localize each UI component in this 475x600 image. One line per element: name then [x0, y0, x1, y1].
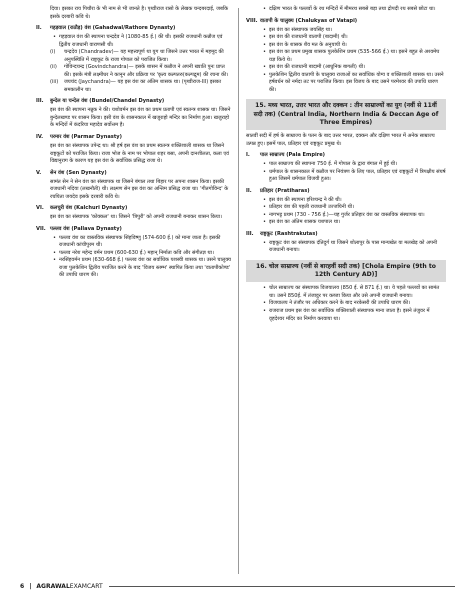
section-heading: V. सेन वंश (Sen Dynasty)	[36, 169, 107, 176]
section-heading: VI. कलचुरी वंश (Kalchuri Dynasty)	[36, 205, 128, 212]
chapter-intro: सातवीं सदी में हर्ष के साम्राज्य के पतन के बाद उत्तर भारत, दक्कन और दक्षिण भारत में अनेक साम्राज्य उत्पन्न हुए। इसमें पाल, प्रतिहार एवं राष्ट्रकूट प्रमुख थे।	[246, 133, 435, 147]
bullet-item: • इस वंश का अंतिम शासक यशपाल था।	[262, 219, 341, 226]
bullet-item: • इस वंश की स्थापना हरिश्चन्द्र ने की थी।	[262, 196, 342, 203]
chapter-heading-box: 16. चोल साम्राज्य (नवीं से बारहवीं सदी तक) [Chola Empire (9th to 12th Century AD)]	[246, 260, 446, 282]
bullet-item: • विजयालय ने तंजौर पर अधिकार करने के बाद नरकेसरी की उपाधि धारण की।	[262, 300, 410, 307]
footer-separator: |	[29, 582, 32, 590]
section-heading: III. राष्ट्रकूट (Rashtrakutas)	[246, 230, 318, 237]
footer-rule	[109, 586, 455, 587]
bullet-item: • इस वंश के शासक शैव मत के अनुयायी थे।	[262, 41, 347, 48]
intro-paragraph: दिया। इसका राय पिथौरा के भी नाम से भी जानते है। पृथ्वीराज रासो के लेखक चन्दबरदाई, जबकि इसके दरबारी कवि थे।	[50, 6, 229, 20]
bullet-item: • नरसिंहवर्मन प्रथम (630-668 ई.) पल्लव वंश का सर्वाधिक यशस्वी शासक था। उसने चालुक्य राजा पुलकेशिन द्वितीय पराजित करने के बाद 'विजय स्तम्भ' स्थापित किया तथा 'वातापीकोण्ड' की उपाधि धारण की।	[52, 257, 231, 279]
section-heading: VII. पल्लव वंश (Pallava Dynasty)	[36, 225, 122, 232]
bullet-item: • राष्ट्रकूट वंश का संस्थापक दंतिदुर्ग था जिसने शोलापुर के पास मान्यखेत या मलखेड़ को अपनी राजधानी बनाया।	[262, 239, 438, 254]
column-divider	[238, 8, 239, 574]
bullet-item: • इस वंश की राजधानी बादामी (आधुनिक बागली) थी।	[262, 64, 365, 71]
section-heading: II. प्रतिहार (Pratiharas)	[246, 187, 310, 194]
chapter-heading-box: 15. मध्य भारत, उत्तर भारत और दक्कन : तीन साम्राज्यों का युग (नवीं से 11वीं सदी तक) (Central India, Northern India & Deccan Age of Three Empires)	[246, 99, 446, 130]
bullet-item: • पल्लव नरेश महेन्द्र वर्मन प्रथम (600-630 ई.) महान् निर्माता कवि और संगीतज्ञ था।	[52, 249, 214, 256]
section-heading: VIII. वातापी के चालुक्य (Chalukyas of Vatapi)	[246, 17, 358, 24]
numbered-subitem: (i) चन्द्रदेव (Chandradev)— यह महत्त्वपूर्ण था युग था जिसने उत्तर भारत में महमूद की अनुपस्थिति में राष्ट्रकूट के राजा गोपाल को पराजित किया।	[50, 49, 224, 63]
bullet-item: • इस वंश का संस्थापक जयसिंह था।	[262, 26, 332, 33]
bullet-item: • नागभट्ट प्रथम (730 - 756 ई.)—यह गुर्जर प्रतिहार वंश का वास्तविक संस्थापक था।	[262, 211, 425, 218]
brand-suffix: EXAMCART	[69, 582, 103, 590]
bullet-item: • गहड़वाल वंश की स्थापना चन्द्रदेव ने (1080-85 ई.) की थी। इसकी राजधानी कन्नौज एवं द्वितीय राजधानी वाराणसी थी।	[52, 34, 223, 48]
bullet-item: • पाल साम्राज्य की स्थापना 750 ई. में गोपाल के द्वारा बंगाल में हुई थी।	[262, 161, 398, 168]
section-paragraph: इस वंश का संस्थापक 'कोक्कल' था। जिसने 'त्रिपुरी' को अपनी राजधानी बनाकर शासन किया।	[50, 214, 222, 221]
section-paragraph: सामंत सेन ने सेन वंश का संस्थापक था जिसने बंगाल तथा बिहार पर अपना शासन किया। इसकी राजधानी नदिया (लखनौती) थी। लक्ष्मण सेन इस वंश का अन्तिम प्रसिद्ध राजा था। 'गीतगोविन्द' के रचयिता जयदेव इसके दरबारी कवि थे।	[50, 178, 229, 200]
section-heading: III. बुन्देल या चन्देल वंश (Bundel/Chandel Dynasty)	[36, 98, 165, 105]
section-heading: IV. परमार वंश (Parmar Dynasty)	[36, 133, 122, 140]
section-paragraph: इस वंश की स्थापना नन्नुक ने की। यशोवर्मन इस वंश का प्रथम प्रतापी एवं स्वतन्त्र शासक था। जिसने बुन्देलखण्ड पर शासन किया। इसी वंश के शासनकाल में खजुराहो मन्दिर का निर्माण हुआ। खजुराहो के मन्दिरों में कंदरिया महादेव सर्वोत्तम है।	[50, 107, 231, 129]
left-column	[36, 6, 232, 280]
bullet-item: • प्रतिहार वंश की पहली राजधानी उज्जयिनी थी।	[262, 204, 355, 211]
section-paragraph: इस वंश का संस्थापक उपेन्द्र था। श्री हर्ष इस वंश का प्रथम स्वतन्त्र शक्तिशाली शासक था जिसने राष्ट्रकूटों को पराजित किया। राजा भोज के नाम पर भोपाल शहर बसा, अपनी दानशीलता, कला एवं विद्यानुराग के कारण यह इस वंश के सर्वाधिक प्रसिद्ध राजा थे।	[50, 143, 229, 165]
bullet-item: • पल्लव वंश का वास्तविक संस्थापक सिंहविष्णु (574-600 ई.) को माना जाता है। इसकी राजधानी कांचीपुरम थी।	[52, 234, 221, 249]
brand-name: AGRAWAL	[36, 582, 70, 590]
right-column	[246, 6, 446, 323]
page-footer	[20, 580, 455, 592]
bullet-item: • राजराज प्रथम इस वंश का सर्वाधिक शक्तिशाली संस्थापक माना जाता है। इसने तंजुवर में वृहदेश्वर मंदिर का निर्माण करवाया था।	[262, 307, 430, 322]
bullet-item: • चोल साम्राज्य का संस्थापक विजयालय (850 ई. से 871 ई.) था। ये पहले पल्लवों का सामंत था। उसने 850ई. में तंजावुर पर कब्जा किया और उसे अपनी राजधानी बनाया।	[262, 285, 440, 299]
page-number: 6	[20, 582, 25, 590]
bullet-item: • पुलकेशिन द्वितीय वातापी के चालुक्य राजाओं का सर्वाधिक योग्य व शक्तिशाली शासक था। उसने हर्षवर्धन को नर्मदा तट पर पराजित किया। इस विजय के बाद उसने परमेश्वर की उपाधि धारण की।	[262, 71, 444, 93]
bullet-item: • इस वंश का प्रथम प्रमुख शासक पुलकेशिन प्रथम (535-566 ई.) था। इसने बहुत से अश्वमेघ यज्ञ किये थे।	[262, 49, 440, 63]
bullet-item: • इस वंश की राजधानी वातापी (बादामी) थी।	[262, 34, 348, 41]
section-heading: II. गहड़वाल (राठौड़) वंश (Gahadwal/Rathore Dynasty)	[36, 25, 176, 32]
bullet-item: • धर्मपाल के शासनकाल में कन्नौज पर नियंत्रण के लिए पाल, प्रतिहार एवं राष्ट्रकूटों में त्रिपक्षीय संघर्ष हुआ जिसमें धर्मपाल विजयी हुआ।	[262, 168, 446, 183]
numbered-subitem: (ii) गोविन्दचन्द्र (Govindchandra)— इसके शासन में कन्नौज ने अपनी ख्याति पुनः प्राप्त की। इसके मंत्री लक्ष्मीधर ने कानून और प्रक्रिया पर 'कृत्य कल्पतरु(कल्पद्रुम) की रचना की।	[50, 64, 229, 78]
section-heading: I. पाल साम्राज्य (Pala Empire)	[246, 152, 326, 159]
numbered-subitem: (iii) जयचंद (Jaychandra)— यह इस वंश का अंतिम शासक था। (पृथ्वीराज-III) इसका समकालीन था।	[50, 79, 222, 93]
bullet-item: • दक्षिण भारत के पल्लवों के रथ मन्दिरों में मीमरथ सबसे बड़ा तथा द्रोपदी रथ सबसे छोटा था।	[262, 6, 436, 12]
